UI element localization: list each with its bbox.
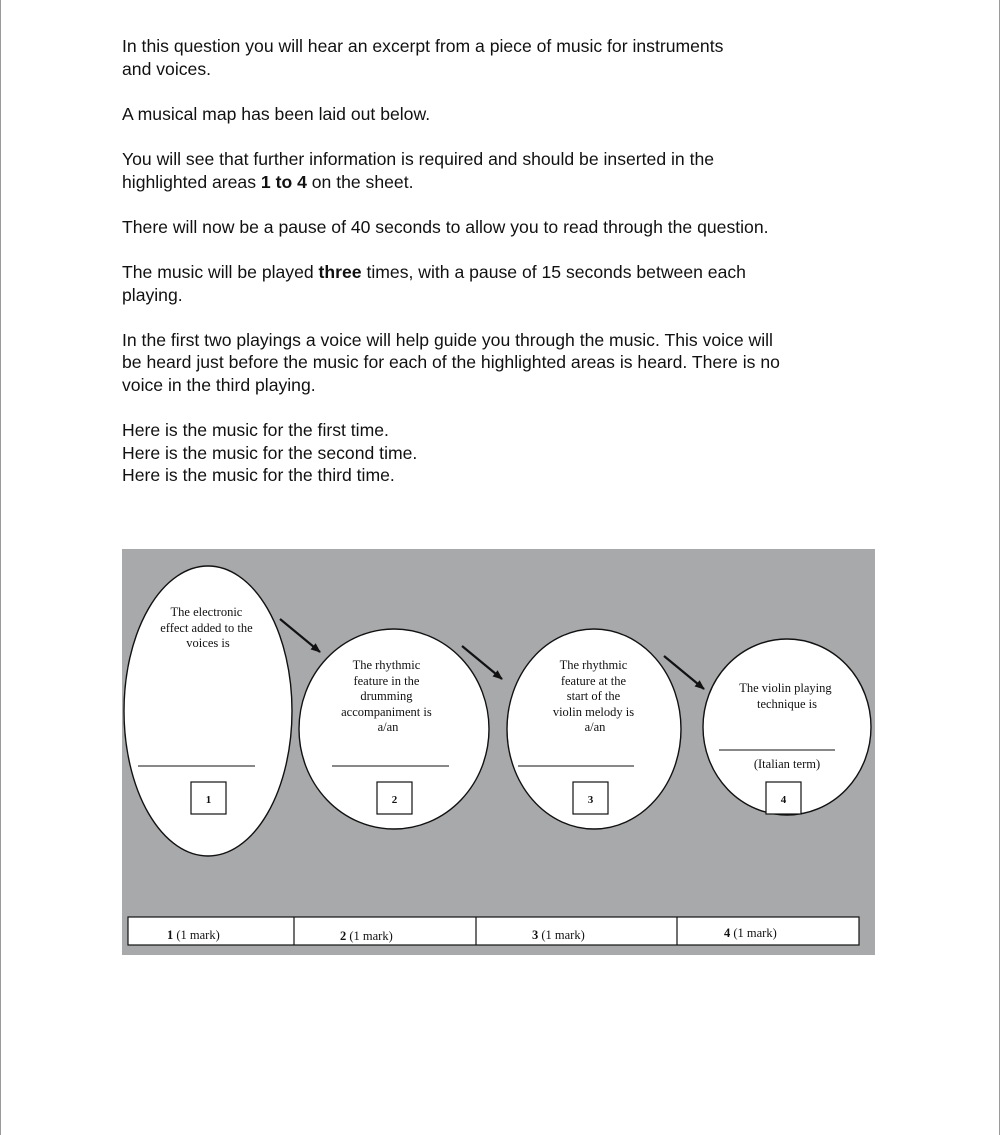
page-edge-left [0, 0, 1, 1135]
music-third-time: Here is the music for the third time. [122, 465, 395, 486]
answer-box-1-number: 1 [205, 794, 212, 806]
playings-line-1-pre: The music will be played [122, 261, 319, 282]
oval-section-2 [299, 629, 489, 829]
marks-table [128, 917, 859, 945]
voice-paragraph [122, 329, 882, 397]
voice-line-3: voice in the third playing. [122, 374, 316, 395]
intro-paragraph [122, 35, 882, 80]
oval-section-1 [124, 566, 292, 856]
oval-section-4 [703, 639, 871, 815]
answer-box-4-number: 4 [780, 794, 787, 806]
pause-line: There will now be a pause of 40 seconds to allow you to read through the question. [122, 216, 769, 237]
oval-1-prompt: The electronic effect added to the voices is [160, 605, 253, 650]
oval-2-prompt: The rhythmic feature in the drumming accompaniment is a/an [341, 658, 432, 734]
musical-map [122, 549, 875, 955]
pause-paragraph [122, 216, 882, 239]
question-instructions [122, 35, 882, 487]
areas-line-2-post: on the sheet. [306, 171, 414, 192]
playings-paragraph [122, 261, 882, 306]
voice-line-1: In the first two playings a voice will help guide you through the music. This voice will [122, 329, 773, 350]
musical-map-canvas [122, 549, 875, 955]
playings-line-1-post: times, with a pause of 15 seconds between each [361, 261, 746, 282]
italian-term-note: (Italian term) [753, 757, 821, 771]
oval-section-3 [507, 629, 681, 829]
playings-line-2: playing. [122, 284, 183, 305]
music-second-time: Here is the music for the second time. [122, 442, 418, 463]
answer-box-2-number: 2 [391, 794, 398, 806]
arrow-1-to-2 [280, 619, 320, 652]
marks-cell-2: 2 (1 mark) [340, 929, 393, 943]
marks-cell-4: 4 (1 mark) [724, 926, 777, 940]
intro-line-1: In this question you will hear an excerpt from a piece of music for instruments [122, 36, 724, 56]
playings-count: three [318, 261, 362, 282]
oval-3-prompt: The rhythmic feature at the start of the violin melody is a/an [552, 658, 635, 734]
intro-line-2: and voices. [122, 58, 211, 79]
music-first-time: Here is the music for the first time. [122, 420, 389, 441]
map-paragraph [122, 103, 882, 126]
marks-cell-1: 1 (1 mark) [167, 928, 220, 942]
music-times-paragraph [122, 419, 882, 487]
answer-box-3-number: 3 [587, 794, 594, 806]
areas-line-2-pre: highlighted areas [122, 171, 261, 192]
voice-line-2: be heard just before the music for each of the highlighted areas is heard. There is no [122, 352, 780, 373]
oval-4-prompt: The violin playing technique is [739, 681, 832, 711]
areas-range: 1 to 4 [260, 171, 307, 192]
areas-paragraph [122, 148, 882, 193]
areas-line-1: You will see that further information is required and should be inserted in the [122, 148, 715, 169]
marks-cell-3: 3 (1 mark) [532, 928, 585, 942]
map-line: A musical map has been laid out below. [122, 103, 431, 124]
